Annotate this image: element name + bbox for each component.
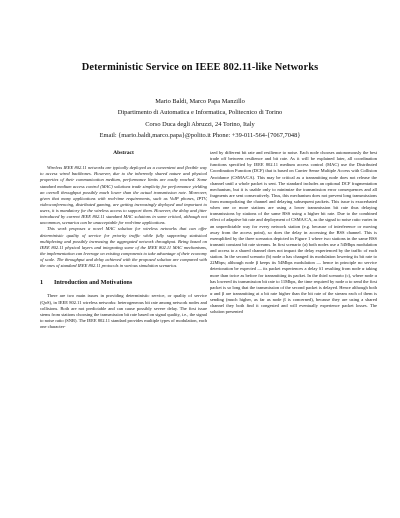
paper-title: Deterministic Service on IEEE 802.11-like Networks bbox=[81, 62, 319, 73]
section-title: Introduction and Motivations bbox=[54, 279, 133, 287]
body-paragraph: ized by different bit rate and resilience to noise. Each node chooses autonomously the best trade off between resilience and bit rate. As it will be explained later, all coordination functions specified by IEEE 802.11 medium access control (MAC) use the Distributed Coordination Function (DCF) that is based on Carrier Sense Multiple Access with Collision Avoidance (CSMA/CA). This may be critical as a transmitting node does not release the channel until a whole packet is sent. The standard includes an optional DCF fragmentation mechanism, but it is usable only to minimize the transmission error consequences and all fragments are sent consecutively. Thus, this mechanism does not prevent long transmissions from monopolizing the channel and delaying subsequent packets. This issue is exacerbated when one or more stations are using a lower transmission bit rate thus delaying transmissions by stations of the same BSS using a higher bit rate. Due to the combined effect of adaptive bit rate and deployment of CSMA/CA, as the signal to noise ratio varies in an unpredictable way for every network station (e.g. because of interference or moving away from the access point), so does the delay in accessing the BSS channel. This is exemplified by the three scenarios depicted in Figure 1 where two stations in the same BSS transmit constant bit rate streams. In first scenario (a) both nodes use a 54Mbps modulation and access to a shared channel does not impact the delay experienced by the traffic of each station. In the second scenario (b) node α has changed its modulation lowering its bit rate to 22Mbps; although node β keeps its 54Mbps modulation — hence in principle no service deterioration be expected — its packet experiences a delay δ1 resulting from node α taking more than twice as before for transmitting its packet. In the third scenario (c), where node α has lowered its transmission bit rate to 11Mbps, the time required by node α to send the first packet is so long that the transmission of the second packet is delayed. Hence although both α and β are transmitting at a bit rate higher than the bit rate of the stream each of them is sending (much higher, as far as node β is concerned), because they are using a shared channel they both find it congested and will eventually experience packet losses. The solution presented bbox=[210, 150, 378, 315]
section-number: 1 bbox=[40, 279, 44, 287]
abstract bbox=[40, 150, 207, 269]
right-column bbox=[210, 150, 377, 315]
left-column bbox=[40, 150, 207, 330]
section-heading bbox=[40, 280, 207, 286]
body-paragraph: There are two main issues in providing deterministic service, or quality of service (QoS), in IEEE 802.11 wireless networks: heterogeneous bit rate among network nodes and collisions. Both are not predictable and can cause possibly severe delay. The first issue stems from stations choosing the transmission bit rate based on signal quality, i.e., the signal to noise ratio (SNR). The IEEE 802.11 standard provides multiple types of modulation, each one character- bbox=[40, 293, 207, 329]
abstract-paragraph: This work proposes a novel MAC solution for wireless networks that can offer deterministic quality of service for priority traffic while fully supporting statistical multiplexing and possibly increasing the aggregated network throughput. Being based on IEEE 802.11 physical layers and integrating some of the IEEE 802.11 MAC mechanisms, the implementation can leverage on existing components to take advantage of their economy of scale. The throughput and delay achieved with the proposed solution are compared with the ones of standard IEEE 802.11 protocols in various simulation scenarios. bbox=[40, 226, 207, 269]
author-email: Email: {mario.baldi,marco.papa}@polito.it Phone: +39-011-564-{7067,7048} bbox=[99, 131, 301, 139]
author-address: Corso Duca degli Abruzzi, 24 Torino, Italy bbox=[145, 120, 255, 128]
author-names: Mario Baldi, Marco Papa Manzillo bbox=[155, 98, 245, 105]
author-block bbox=[0, 96, 400, 141]
abstract-heading: Abstract bbox=[113, 150, 134, 156]
abstract-paragraph: Wireless IEEE 802.11 networks are typically deployed as a convenient and flexible way to access wired backbones. However, due to the inherently shared nature and physical properties of their communication medium, performance limits are easily reached. Some standard medium access control (MAC) solutions trade simplicity for performance yielding an overall throughput possibly much lower than the actual transmission rate. Moreover, given that many applications with real-time requirements, such as VoIP phones, IPTV, videoconferencing, distributed gaming, are getting increasingly deployed and important to users, it is mandatory for the wireless access to support them. However, the delay and jitter introduced by current IEEE 802.11 standard MAC solutions in some critical, although not uncommon, scenarios can be unacceptable for real-time applications. bbox=[40, 165, 207, 226]
author-affiliation: Dipartimento di Automatica e Informatica, Politecnico di Torino bbox=[117, 109, 283, 117]
